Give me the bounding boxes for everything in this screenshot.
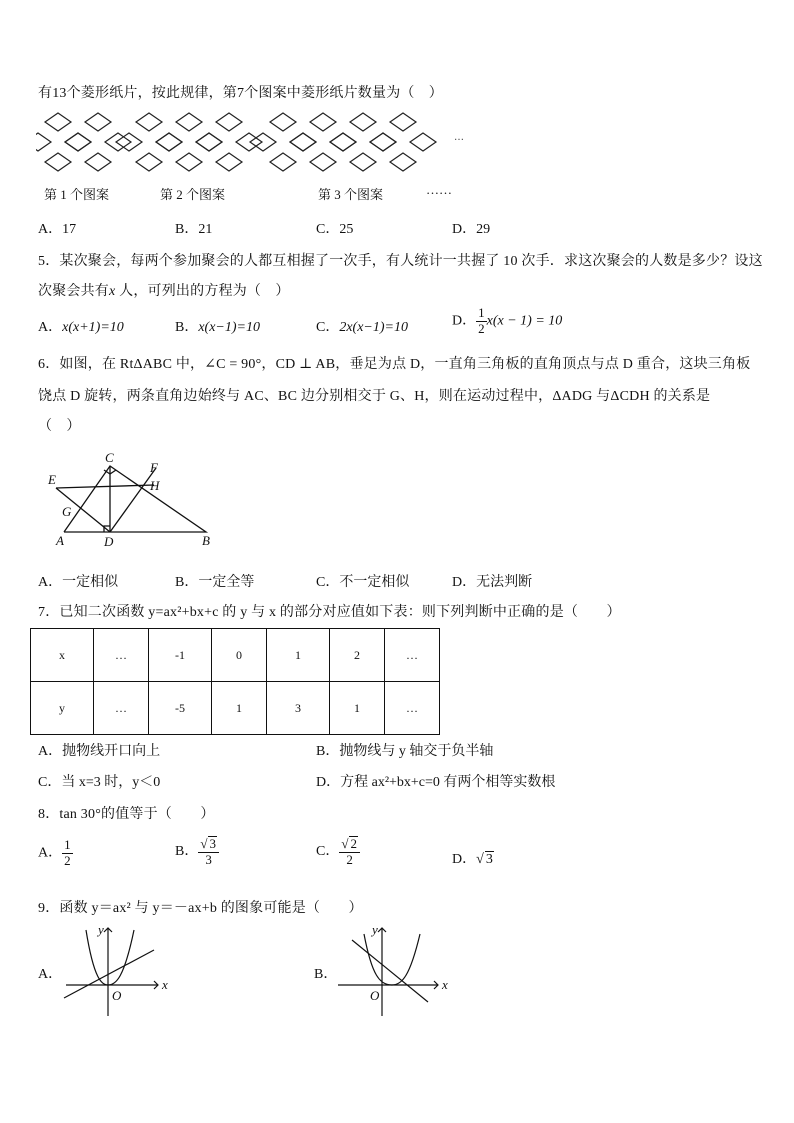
q8-option-d[interactable]: D．√ 3 — [452, 852, 493, 867]
table-cell: -5 — [149, 682, 212, 735]
q4-option-b[interactable]: B．21 — [175, 222, 213, 237]
table-cell: x — [31, 629, 94, 682]
q7-option-b[interactable]: B．抛物线与 y 轴交于负半轴 — [316, 744, 494, 759]
table-cell: … — [385, 629, 440, 682]
q8-option-b[interactable]: B． $\frac{√ 3}{3}$ — [175, 836, 219, 868]
svg-text:…: … — [454, 132, 464, 143]
table-cell: 1 — [330, 682, 385, 735]
svg-text:O: O — [370, 988, 380, 1003]
table-row — [31, 629, 440, 682]
table-cell: 3 — [267, 682, 330, 735]
label-h: H — [150, 478, 160, 493]
table-cell: -1 — [149, 629, 212, 682]
q6-option-d[interactable]: D．无法判断 — [452, 575, 533, 590]
svg-text:y: y — [98, 922, 104, 937]
table-cell: … — [94, 682, 149, 735]
q6-option-b[interactable]: B．一定全等 — [175, 575, 255, 590]
q6-option-a[interactable]: A．一定相似 — [38, 575, 119, 590]
svg-text:x: x — [162, 977, 168, 992]
q7-option-a[interactable]: A．抛物线开口向上 — [38, 744, 161, 759]
q4-option-c[interactable]: C．25 — [316, 222, 354, 237]
q9-option-a-label[interactable]: A． — [38, 967, 63, 982]
table-cell: 1 — [212, 682, 267, 735]
q9-option-b-graph[interactable] — [332, 920, 452, 1022]
svg-text:x: x — [442, 977, 448, 992]
pattern-caption-2: 第 2 个图案 — [160, 187, 226, 202]
table-cell: … — [94, 629, 149, 682]
q5-option-b[interactable]: B．x(x−1)=10 — [175, 320, 260, 335]
q9-option-b-label[interactable]: B． — [314, 967, 338, 982]
triangle-figure — [44, 448, 224, 548]
table-cell: 2 — [330, 629, 385, 682]
pattern-2 — [116, 113, 262, 171]
label-b: B — [202, 533, 210, 548]
pattern-caption-3: 第 3 个图案 — [318, 187, 384, 202]
label-f: F — [150, 460, 158, 475]
q4-option-d[interactable]: D．29 — [452, 222, 491, 237]
q4-option-a[interactable]: A．17 — [38, 222, 77, 237]
q6-option-c[interactable]: C．不一定相似 — [316, 575, 410, 590]
q8-option-a[interactable]: A． $\frac{1}{2}$ — [38, 837, 71, 868]
q8-option-c[interactable]: C． $\frac{√ 2}{2}$ — [316, 836, 360, 868]
table-cell: 0 — [212, 629, 267, 682]
label-a: A — [56, 533, 64, 548]
pattern-caption-ellipsis: …… — [426, 182, 452, 197]
table-cell: … — [385, 682, 440, 735]
question-6-line-3: （ ） — [38, 419, 81, 434]
table-cell: 1 — [267, 629, 330, 682]
value-table — [30, 628, 440, 735]
label-d: D — [104, 534, 114, 548]
question-5-line-2: 次聚会共有x 人，可列出的方程为（ ） — [38, 284, 290, 299]
q7-option-c[interactable]: C．当 x=3 时，y＜0 — [38, 775, 161, 790]
label-c: C — [105, 450, 114, 465]
question-6-line-1: 6．如图，在 RtΔABC 中，∠C = 90°，CD ⊥ AB，垂足为点 D，一直角三角板的直角顶点与点 D 重合，这块三角板 — [38, 357, 751, 372]
question-7-stem: 7．已知二次函数 y=ax²+bx+c 的 y 与 x 的部分对应值如下表：则下列判断中正确的是（ ） — [38, 605, 621, 620]
question-6-line-2: 饶点 D 旋转，两条直角边始终与 AC、BC 边分别相交于 G、H，则在运动过程中，ΔADG 与ΔCDH 的关系是 — [38, 389, 711, 404]
q5-option-a[interactable]: A．x(x+1)=10 — [38, 320, 124, 335]
q7-option-d[interactable]: D．方程 ax²+bx+c=0 有两个相等实数根 — [316, 775, 556, 790]
question-8-stem: 8．tan 30°的值等于（ ） — [38, 807, 215, 822]
table-row — [31, 682, 440, 735]
question-9-stem: 9．函数 y＝ax² 与 y＝－ax+b 的图象可能是（ ） — [38, 901, 363, 916]
q5-option-d[interactable]: D． $\frac{1}{2}$ x(x − 1) = 10 — [452, 305, 563, 336]
pattern-caption-1: 第 1 个图案 — [44, 187, 110, 202]
question-4-stem: 有13个菱形纸片，按此规律，第7个图案中菱形纸片数量为（ ） — [38, 86, 443, 101]
q5-option-c[interactable]: C．2x(x−1)=10 — [316, 320, 408, 335]
label-g: G — [62, 504, 72, 519]
pattern-3 — [250, 113, 436, 171]
question-5-line-1: 5．某次聚会，每两个参加聚会的人都互相握了一次手，有人统计一共握了 10 次手．求这次聚会的人数是多少？设这 — [38, 254, 763, 269]
label-e: E — [48, 472, 56, 487]
table-cell: y — [31, 682, 94, 735]
q9-option-a-graph[interactable] — [58, 920, 178, 1022]
rhombus-pattern-figure — [36, 110, 476, 176]
svg-text:O: O — [112, 988, 122, 1003]
svg-text:y: y — [372, 922, 378, 937]
